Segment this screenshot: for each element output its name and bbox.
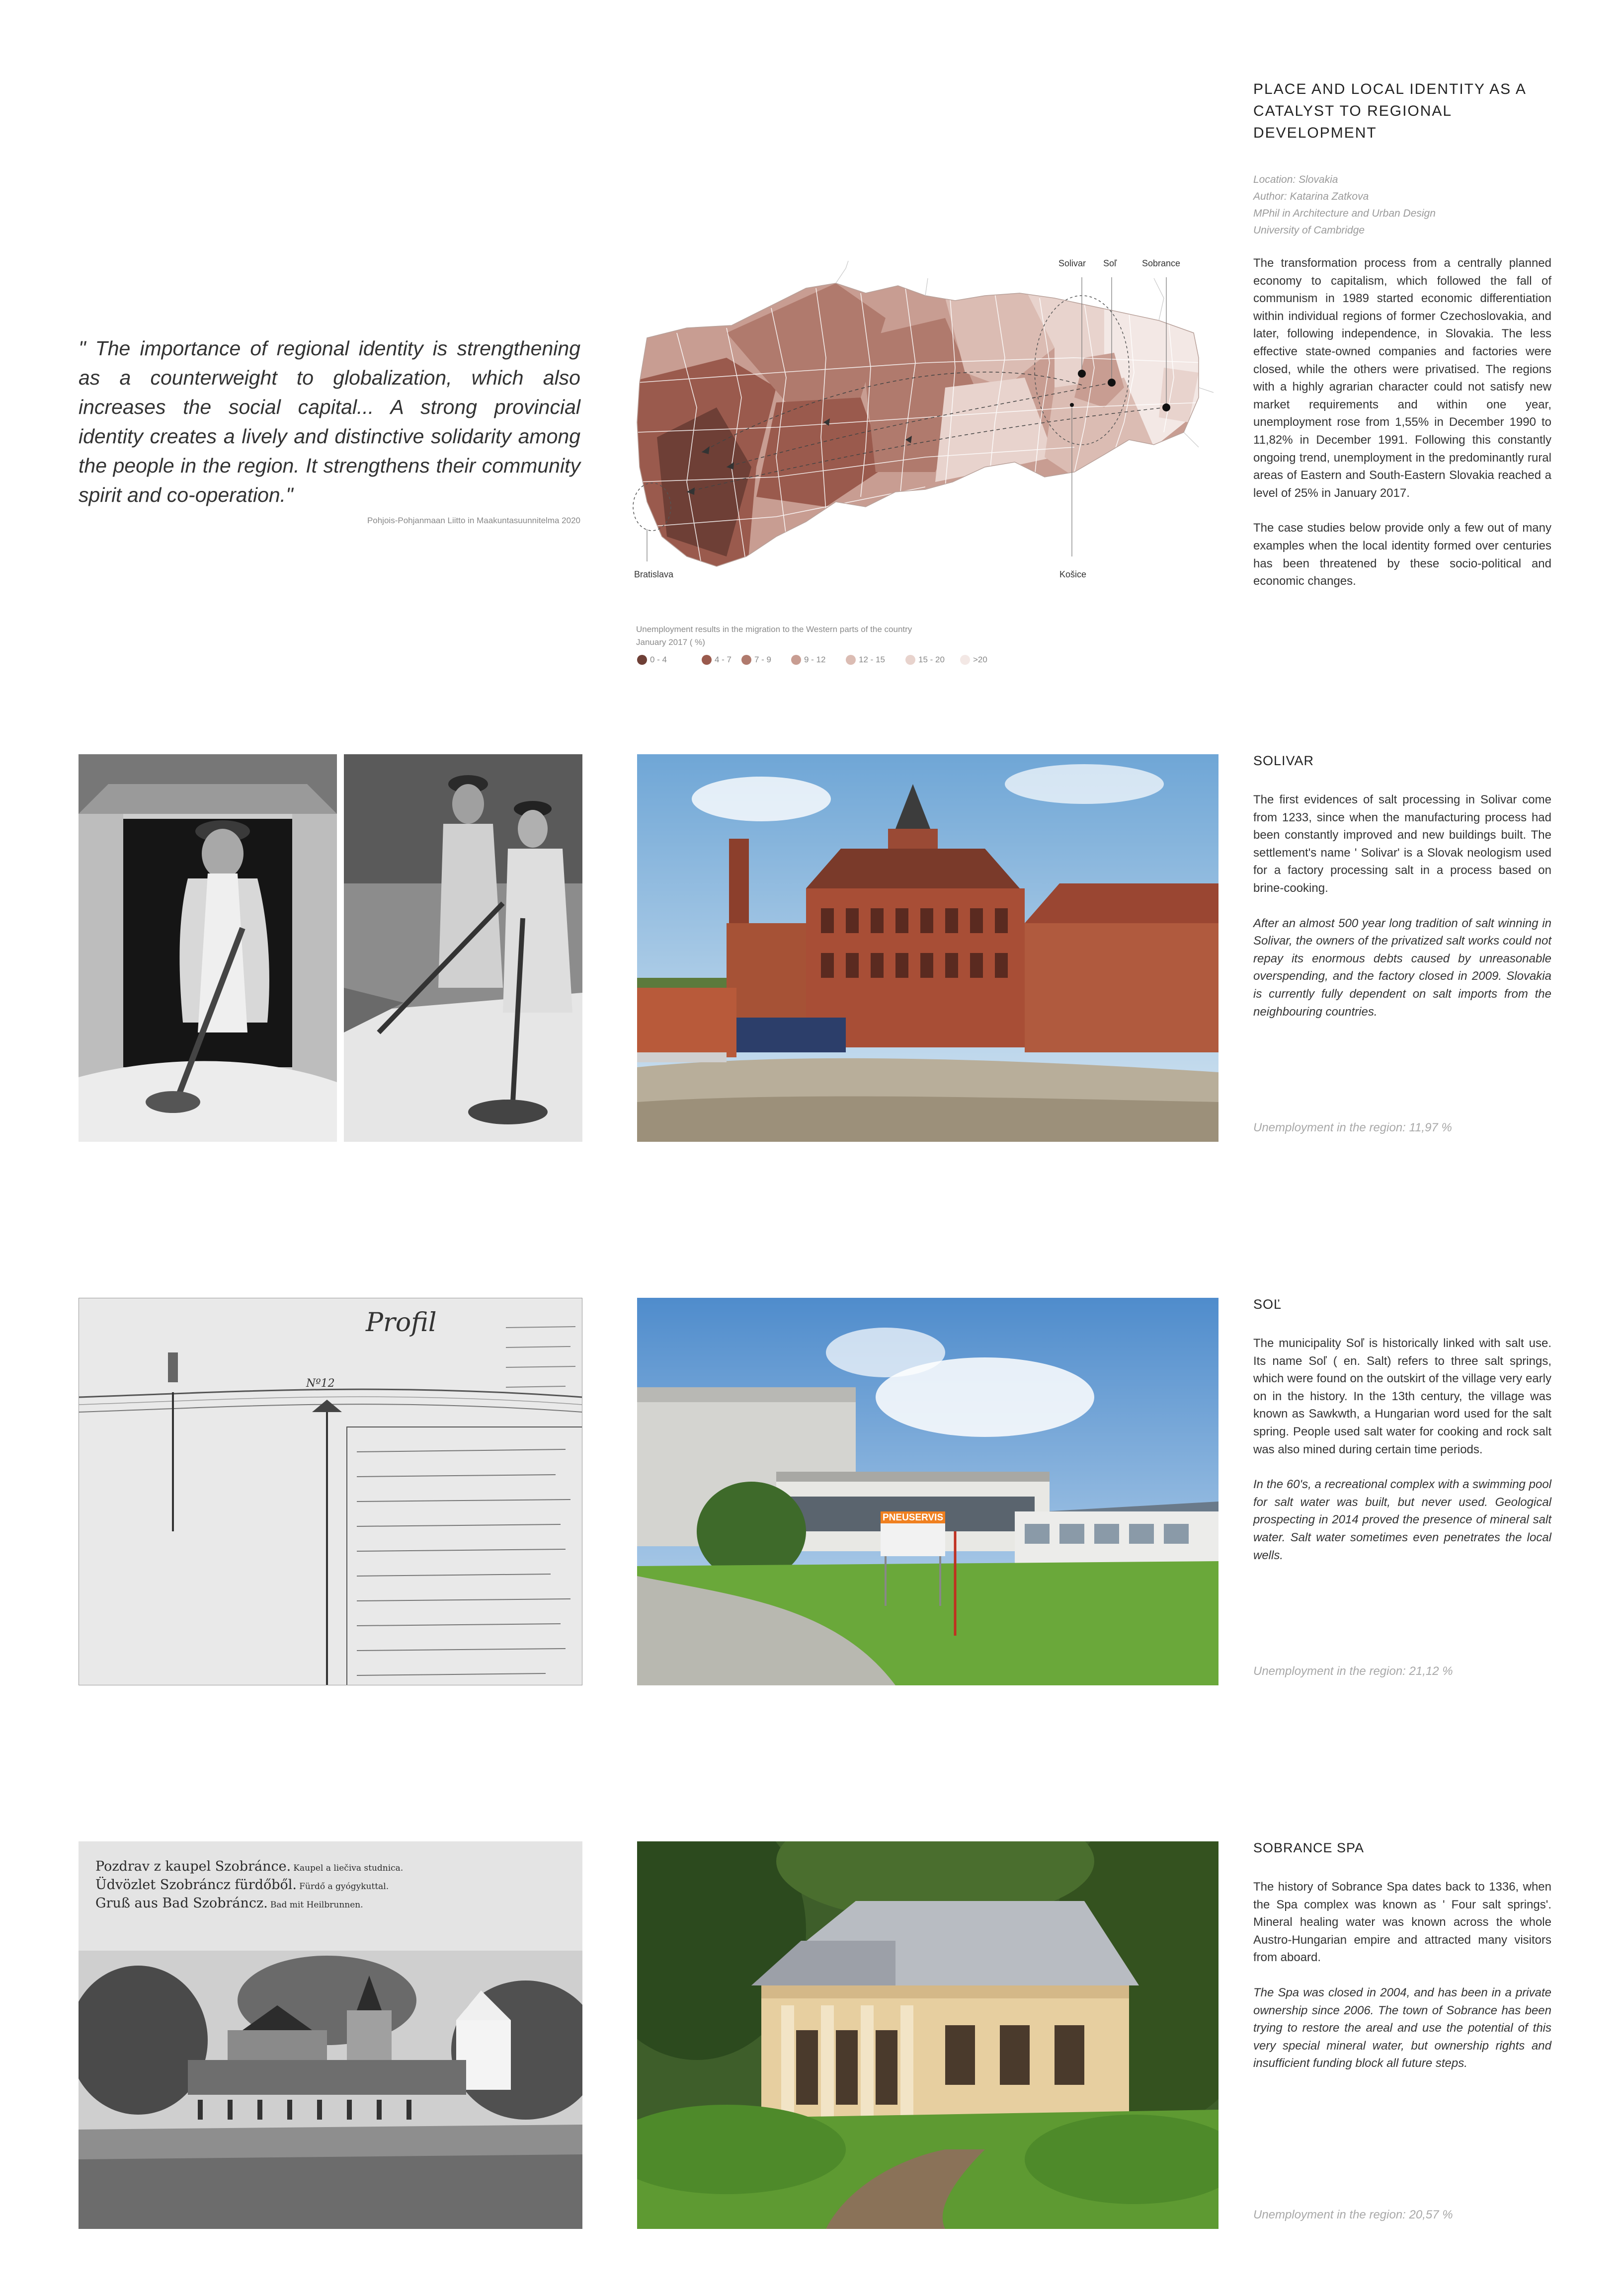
solivar-archive-photo-1 (79, 754, 337, 1142)
section-title-solivar: SOLIVAR (1253, 753, 1314, 768)
legend-label: 12 - 15 (859, 655, 885, 664)
legend-swatch (637, 655, 647, 665)
postcard-line-sub: Fürdő a gyógykuttal. (299, 1882, 389, 1892)
legend-label: 0 - 4 (650, 655, 667, 664)
solivar-archive-photo-2 (344, 754, 582, 1142)
section-text-solivar (1253, 791, 1551, 1038)
quote-source: Pohjois-Pohjanmaan Liitto in Maakuntasuunnitelma 2020 (367, 516, 580, 525)
legend-swatch (741, 655, 751, 665)
unemployment-sobrance: Unemployment in the region: 20,57 % (1253, 2208, 1453, 2221)
intro-paragraph: The transformation process from a centrally planned economy to capitalism, which followed the fall of communism in 1989 started economic differentiation within individual regions of former Czechoslovakia, and later, following independence, in Slovakia. The less effective state-owned companies and factories were closed, while the others were privatised. The regions with a highly agrarian character could not satisfy new market requirements and within one year, unemployment rose from 1,55% in December 1990 to 11,82% in December 1991. Following this constantly ongoing trend, unemployment in the predominantly rural areas of Eastern and South-Eastern Slovakia reached a level of 25% in January 2017. (1253, 256, 1551, 500)
legend-label: 7 - 9 (754, 655, 772, 664)
sol-historic-plan (79, 1298, 582, 1685)
legend-item (905, 655, 945, 665)
sol-recreational-complex-photo (637, 1298, 1218, 1685)
section-text-sobrance (1253, 1878, 1551, 2090)
section-title-sol: SOĽ (1253, 1297, 1282, 1312)
legend-item (741, 655, 771, 665)
postcard-line: Gruß aus Bad Szobráncz. (95, 1896, 268, 1911)
slovakia-unemployment-map (627, 258, 1218, 581)
section-paragraph: The municipality Soľ is historically linked with salt use. Its name Soľ ( en. Salt) refers to three salt springs, which were found on the outskirt of the village very early on in the history. In the 13th century, the village was known as Sawkwth, a Hungarian word used for the salt spring. People used salt water for cooking and rock salt was also mined during certain time periods. (1253, 1337, 1551, 1456)
legend-item (846, 655, 885, 665)
postcard-line: Pozdrav z kaupel Szobránce. (95, 1859, 291, 1874)
plan-heading: Profil (366, 1308, 437, 1338)
legend-swatch (846, 655, 856, 665)
map-label-kosice: Košice (1059, 569, 1087, 579)
location-text: Location: Slovakia (1253, 174, 1338, 185)
map-label-solivar: Solivar (1058, 258, 1086, 268)
postcard-caption (95, 1858, 403, 1913)
intro-text (1253, 254, 1551, 608)
map-caption (636, 623, 912, 649)
map-label-sol: Soľ (1103, 258, 1117, 268)
map-caption-line: January 2017 ( %) (636, 637, 705, 647)
university-text: University of Cambridge (1253, 225, 1365, 236)
legend-label: 4 - 7 (715, 655, 732, 664)
degree-text: MPhil in Architecture and Urban Design (1253, 208, 1436, 219)
legend-label: >20 (973, 655, 987, 664)
sign-text: PNEUSERVIS (883, 1512, 944, 1523)
postcard-line: Üdvözlet Szobráncz fürdőből. (95, 1877, 297, 1893)
author-text: Author: Katarina Zatkova (1253, 191, 1369, 202)
section-paragraph: The history of Sobrance Spa dates back to 1336, when the Spa complex was known as ' Four salt springs'. Mineral healing water was known across the whole Austro-Hungarian empire and attracted many visitors from aboard. (1253, 1880, 1551, 1965)
map-caption-line: Unemployment results in the migration to the Western parts of the country (636, 625, 912, 634)
legend-item (637, 655, 667, 665)
sobrance-spa-photo (637, 1841, 1218, 2229)
section-text-sol (1253, 1335, 1551, 1582)
sobrance-postcard (79, 1841, 582, 2229)
map-label-sobrance: Sobrance (1142, 258, 1181, 268)
unemployment-solivar: Unemployment in the region: 11,97 % (1253, 1121, 1452, 1134)
page-title: PLACE AND LOCAL IDENTITY AS A CATALYST TO REGIONAL DEVELOPMENT (1253, 81, 1526, 141)
legend-label: 9 - 12 (804, 655, 826, 664)
identity-quote: " The importance of regional identity is strengthening as a counterweight to globalization, which also increases the social capital... A strong provincial identity creates a lively and distinctive solidarity among the people in the region. It strengthens their community spirit and co-operation." (79, 337, 580, 506)
intro-paragraph: The case studies below provide only a few out of many examples when the local identity formed over centuries has been threatened by these socio-political and economic changes. (1253, 521, 1551, 588)
legend-swatch (702, 655, 712, 665)
legend-swatch (960, 655, 970, 665)
section-paragraph: After an almost 500 year long tradition of salt winning in Solivar, the owners of the privatized salt works could not repay its enormous debts caused by unreasonable overspending, and the factory closed in 2009. Slovakia is currently fully dependent on salt imports from the neighbouring countries. (1253, 916, 1551, 1019)
project-meta (1253, 171, 1436, 239)
map-label-bratislava: Bratislava (634, 569, 674, 579)
legend-item (791, 655, 825, 665)
solivar-factory-photo (637, 754, 1218, 1142)
postcard-line-sub: Bad mit Heilbrunnen. (270, 1900, 363, 1910)
section-paragraph: In the 60's, a recreational complex with a swimming pool for salt water was built, but never used. Geological prospecting in 2014 proved the presence of mineral salt water. Salt water sometimes even penetrates the local wells. (1253, 1478, 1551, 1562)
legend-item (702, 655, 731, 665)
legend-swatch (905, 655, 915, 665)
section-title-sobrance: SOBRANCE SPA (1253, 1840, 1365, 1855)
section-paragraph: The first evidences of salt processing in Solivar come from 1233, since when the manufacturing process had been constantly improved and new buildings built. The settlement's name ' Solivar' is a Slovak neologism used for a factory processing salt in a process based on brine-cooking. (1253, 793, 1551, 895)
unemployment-sol: Unemployment in the region: 21,12 % (1253, 1664, 1453, 1678)
plan-number: Nº12 (306, 1377, 335, 1390)
postcard-line-sub: Kaupel a liečiva studnica. (293, 1863, 404, 1873)
section-paragraph: The Spa was closed in 2004, and has been in a private ownership since 2006. The town of Sobrance has been trying to restore the areal and use the potential of this very special mineral water, but ownership rights and insufficient funding block all future steps. (1253, 1985, 1551, 2070)
legend-label: 15 - 20 (918, 655, 945, 664)
legend-item (960, 655, 987, 665)
legend-swatch (791, 655, 801, 665)
